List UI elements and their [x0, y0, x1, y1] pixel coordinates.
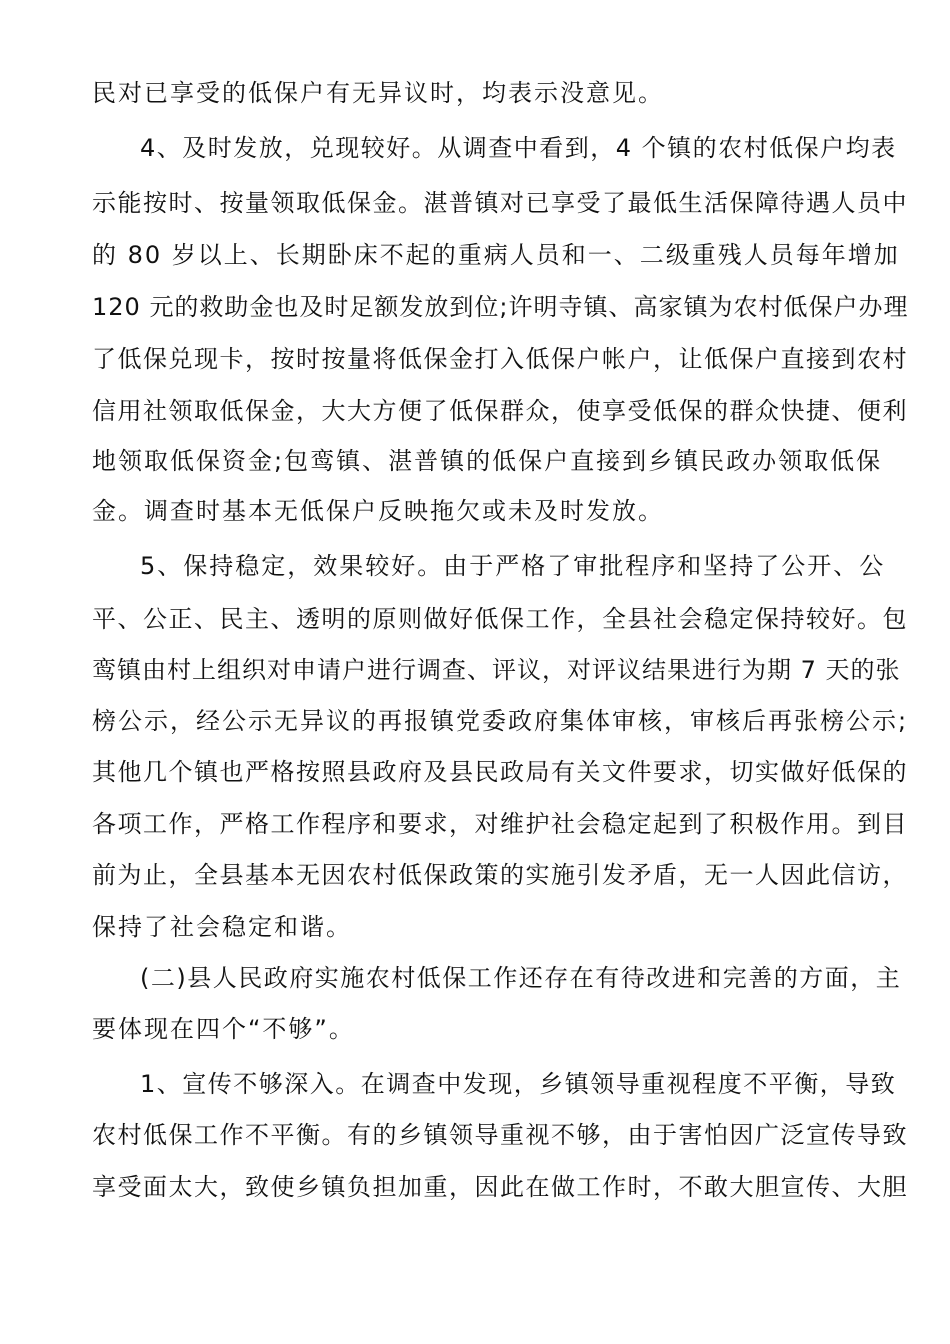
text-line: 农村低保工作不平衡。有的乡镇领导重视不够，由于害怕因广泛宣传导致	[92, 1121, 908, 1149]
paragraph-line: 1、宣传不够深入。在调查中发现，乡镇领导重视程度不平衡，导致	[140, 1070, 897, 1098]
text-line: 要体现在四个“不够”。	[92, 1015, 355, 1043]
text-line: 民对已享受的低保户有无异议时，均表示没意见。	[92, 79, 664, 107]
text-line: 地领取低保资金;包鸾镇、湛普镇的低保户直接到乡镇民政办领取低保	[92, 447, 883, 475]
paragraph-line: (二)县人民政府实施农村低保工作还存在有待改进和完善的方面，主	[140, 964, 902, 992]
text-line: 金。调查时基本无低保户反映拖欠或未及时发放。	[92, 497, 664, 525]
text-line: 其他几个镇也严格按照县政府及县民政局有关文件要求，切实做好低保的	[92, 758, 908, 786]
text-line: 信用社领取低保金，大大方便了低保群众，使享受低保的群众快捷、便利	[92, 397, 908, 425]
text-line: 了低保兑现卡，按时按量将低保金打入低保户帐户，让低保户直接到农村	[92, 345, 908, 373]
text-line: 榜公示，经公示无异议的再报镇党委政府集体审核，审核后再张榜公示;	[92, 707, 909, 735]
text-line: 鸾镇由村上组织对申请户进行调查、评议，对评议结果进行为期 7 天的张	[92, 656, 901, 684]
paragraph-line: 4、及时发放，兑现较好。从调查中看到，4 个镇的农村低保户均表	[140, 134, 897, 162]
text-line: 保持了社会稳定和谐。	[92, 913, 352, 941]
paragraph-line: 5、保持稳定，效果较好。由于严格了审批程序和坚持了公开、公	[140, 552, 886, 580]
text-line: 各项工作，严格工作程序和要求，对维护社会稳定起到了积极作用。到目	[92, 810, 908, 838]
text-line: 享受面太大，致使乡镇负担加重，因此在做工作时，不敢大胆宣传、大胆	[92, 1173, 908, 1201]
text-line: 示能按时、按量领取低保金。湛普镇对已享受了最低生活保障待遇人员中	[92, 189, 908, 217]
text-line: 120 元的救助金也及时足额发放到位;许明寺镇、高家镇为农村低保户办理	[92, 293, 909, 321]
text-line: 平、公正、民主、透明的原则做好低保工作，全县社会稳定保持较好。包	[92, 605, 908, 633]
text-line: 前为止，全县基本无因农村低保政策的实施引发矛盾，无一人因此信访，	[92, 861, 908, 889]
text-line: 的 80 岁以上、长期卧床不起的重病人员和一、二级重残人员每年增加	[92, 241, 900, 269]
